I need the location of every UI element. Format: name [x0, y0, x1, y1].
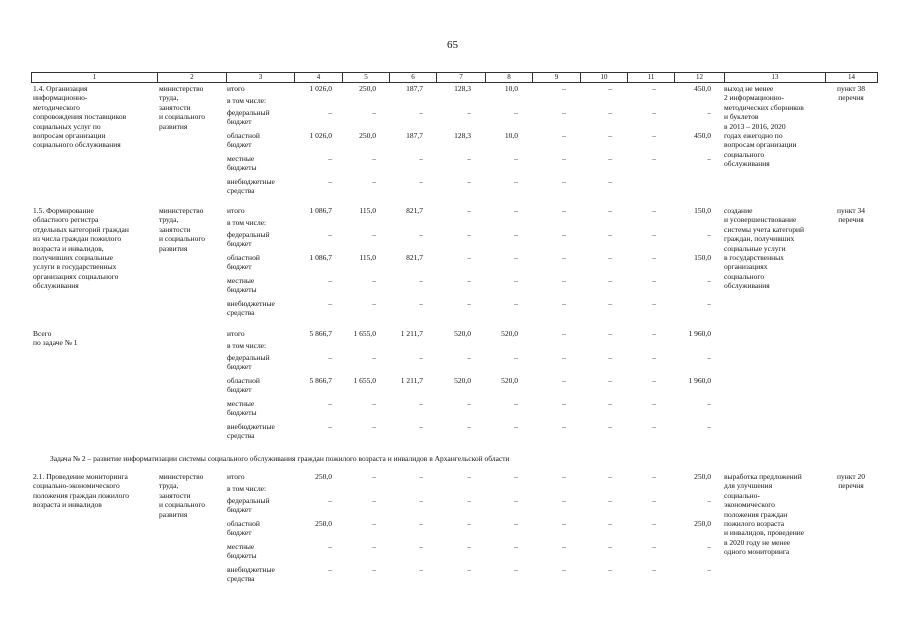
amount-cell: –	[562, 276, 566, 285]
amount-cell: 520,0	[501, 376, 518, 385]
amount-cell: –	[562, 84, 566, 93]
amount-cell: –	[608, 108, 612, 117]
amount-cell: –	[514, 472, 518, 481]
amount-cell: –	[652, 399, 656, 408]
amount-cell: –	[328, 177, 332, 186]
amount-cell: –	[467, 154, 471, 163]
amount-cell: –	[419, 496, 423, 505]
amount-cell: 10,0	[504, 84, 518, 93]
amount-cell: –	[608, 131, 612, 140]
amount-cell: 115,0	[359, 253, 376, 262]
amount-cell: –	[707, 399, 711, 408]
amount-cell: –	[652, 108, 656, 117]
amount-cell: –	[562, 131, 566, 140]
funding-source-label: федеральный бюджет	[227, 353, 270, 372]
expected-result: выработка предложений для улучшения социально- экономического положения граждан пожилого возраста и инвалидов, проведение в 2020 году не менее одного мониторинга	[724, 472, 805, 556]
amount-cell: –	[652, 154, 656, 163]
amount-cell: –	[419, 399, 423, 408]
amount-cell: –	[652, 542, 656, 551]
amount-cell: –	[652, 422, 656, 431]
amount-cell: –	[514, 565, 518, 574]
amount-cell: –	[608, 276, 612, 285]
amount-cell: 187,7	[406, 131, 423, 140]
header-col-3: 3	[226, 73, 294, 82]
amount-cell: –	[562, 108, 566, 117]
amount-cell: –	[419, 422, 423, 431]
amount-cell: –	[467, 253, 471, 262]
amount-cell: –	[608, 542, 612, 551]
funding-source-label: в том числе:	[227, 218, 267, 227]
amount-cell: –	[419, 108, 423, 117]
header-col-7: 7	[436, 73, 485, 82]
amount-cell: –	[372, 496, 376, 505]
amount-cell: –	[707, 565, 711, 574]
amount-cell: –	[652, 276, 656, 285]
amount-cell: 5 866,7	[309, 376, 332, 385]
amount-cell: 1 960,0	[688, 329, 711, 338]
amount-cell: –	[372, 276, 376, 285]
amount-cell: 250,0	[694, 519, 711, 528]
amount-cell: –	[562, 177, 566, 186]
amount-cell: –	[328, 399, 332, 408]
amount-cell: –	[608, 230, 612, 239]
amount-cell: –	[652, 131, 656, 140]
amount-cell: –	[372, 399, 376, 408]
amount-cell: –	[608, 84, 612, 93]
amount-cell: –	[562, 253, 566, 262]
funding-source-label: областной бюджет	[227, 131, 260, 150]
amount-cell: –	[608, 206, 612, 215]
amount-cell: –	[467, 353, 471, 362]
page-number: 65	[447, 39, 458, 51]
funding-source-label: областной бюджет	[227, 376, 260, 395]
list-reference: пункт 38 перечня	[837, 84, 865, 103]
header-col-5: 5	[342, 73, 389, 82]
amount-cell: –	[707, 299, 711, 308]
funding-source-label: федеральный бюджет	[227, 496, 270, 515]
header-col-10: 10	[580, 73, 627, 82]
header-col-8: 8	[485, 73, 532, 82]
amount-cell: –	[372, 472, 376, 481]
amount-cell: –	[707, 108, 711, 117]
amount-cell: –	[562, 154, 566, 163]
amount-cell: –	[652, 253, 656, 262]
amount-cell: –	[514, 542, 518, 551]
executor: министерство труда, занятости и социального развития	[159, 472, 205, 519]
amount-cell: –	[419, 353, 423, 362]
amount-cell: –	[467, 422, 471, 431]
amount-cell: –	[372, 299, 376, 308]
amount-cell: –	[419, 230, 423, 239]
amount-cell: –	[562, 206, 566, 215]
header-col-6: 6	[389, 73, 436, 82]
amount-cell: –	[562, 353, 566, 362]
funding-source-label: в том числе:	[227, 484, 267, 493]
amount-cell: –	[652, 376, 656, 385]
amount-cell: –	[419, 565, 423, 574]
amount-cell: –	[467, 565, 471, 574]
funding-source-label: итого	[227, 329, 245, 338]
header-col-1: 1	[92, 73, 97, 81]
list-reference: пункт 34 перечня	[837, 206, 865, 225]
amount-cell: 250,0	[315, 519, 332, 528]
amount-cell: –	[514, 399, 518, 408]
amount-cell: –	[328, 154, 332, 163]
amount-cell: –	[514, 108, 518, 117]
amount-cell: –	[514, 299, 518, 308]
amount-cell: –	[328, 230, 332, 239]
header-col-11: 11	[627, 73, 674, 82]
amount-cell: 150,0	[694, 206, 711, 215]
amount-cell: 1 086,7	[309, 206, 332, 215]
amount-cell: –	[652, 472, 656, 481]
amount-cell: –	[652, 299, 656, 308]
header-col-13: 13	[724, 73, 825, 82]
amount-cell: –	[608, 472, 612, 481]
task-2-heading: Задача № 2 – развитие информатизации системы социального обслуживания граждан пожилого возраста и инвалидов в Архангельской области	[50, 454, 510, 463]
amount-cell: 1 655,0	[353, 376, 376, 385]
executor: министерство труда, занятости и социального развития	[159, 206, 205, 253]
amount-cell: 520,0	[454, 376, 471, 385]
funding-source-label: областной бюджет	[227, 253, 260, 272]
amount-cell: –	[372, 230, 376, 239]
amount-cell: –	[467, 399, 471, 408]
header-col-14: 14	[825, 73, 877, 82]
amount-cell: –	[467, 472, 471, 481]
executor: министерство труда, занятости и социального развития	[159, 84, 205, 131]
measure-name: Всего по задаче № 1	[33, 329, 78, 348]
amount-cell: –	[562, 565, 566, 574]
amount-cell: –	[608, 496, 612, 505]
amount-cell: 520,0	[501, 329, 518, 338]
amount-cell: –	[328, 108, 332, 117]
amount-cell: –	[608, 519, 612, 528]
amount-cell: –	[562, 329, 566, 338]
amount-cell: –	[328, 299, 332, 308]
amount-cell: –	[328, 496, 332, 505]
amount-cell: –	[707, 353, 711, 362]
amount-cell: –	[419, 519, 423, 528]
header-col-4: 4	[294, 73, 342, 82]
amount-cell: –	[608, 253, 612, 262]
amount-cell: –	[419, 154, 423, 163]
amount-cell: –	[562, 299, 566, 308]
amount-cell: –	[514, 230, 518, 239]
amount-cell: 450,0	[694, 131, 711, 140]
amount-cell: –	[608, 422, 612, 431]
funding-source-label: внебюджетные средства	[227, 177, 275, 196]
amount-cell: –	[514, 177, 518, 186]
amount-cell: –	[652, 206, 656, 215]
amount-cell: –	[467, 496, 471, 505]
amount-cell: 1 655,0	[353, 329, 376, 338]
amount-cell: 10,0	[504, 131, 518, 140]
amount-cell: –	[467, 206, 471, 215]
amount-cell: –	[652, 519, 656, 528]
amount-cell: –	[652, 496, 656, 505]
amount-cell: –	[707, 276, 711, 285]
amount-cell: –	[514, 206, 518, 215]
funding-source-label: местные бюджеты	[227, 154, 257, 173]
funding-source-label: внебюджетные средства	[227, 422, 275, 441]
amount-cell: –	[652, 84, 656, 93]
amount-cell: 520,0	[454, 329, 471, 338]
amount-cell: –	[328, 353, 332, 362]
amount-cell: –	[707, 422, 711, 431]
amount-cell: –	[562, 230, 566, 239]
expected-result: создание и усовершенствование системы учета категорий граждан, получивших социальные услуги в государственных организациях социального обслуживания	[724, 206, 805, 290]
amount-cell: –	[328, 565, 332, 574]
amount-cell: –	[514, 154, 518, 163]
amount-cell: –	[562, 472, 566, 481]
funding-source-label: итого	[227, 206, 245, 215]
amount-cell: –	[707, 154, 711, 163]
header-col-9: 9	[532, 73, 580, 82]
amount-cell: –	[419, 177, 423, 186]
amount-cell: –	[419, 276, 423, 285]
funding-source-label: федеральный бюджет	[227, 230, 270, 249]
amount-cell: –	[608, 399, 612, 408]
amount-cell: 1 026,0	[309, 131, 332, 140]
measure-name: 2.1. Проведение мониторинга социально-экономического положения граждан пожилого возраста и инвалидов	[33, 472, 130, 510]
amount-cell: 1 211,7	[400, 376, 423, 385]
amount-cell: –	[372, 422, 376, 431]
amount-cell: 115,0	[359, 206, 376, 215]
funding-source-label: в том числе:	[227, 341, 267, 350]
amount-cell: 821,7	[406, 206, 423, 215]
funding-source-label: местные бюджеты	[227, 399, 257, 418]
amount-cell: –	[467, 276, 471, 285]
amount-cell: –	[467, 177, 471, 186]
amount-cell: –	[608, 329, 612, 338]
amount-cell: –	[419, 472, 423, 481]
amount-cell: –	[652, 353, 656, 362]
amount-cell: –	[707, 496, 711, 505]
amount-cell: 187,7	[406, 84, 423, 93]
amount-cell: –	[372, 542, 376, 551]
amount-cell: –	[467, 108, 471, 117]
list-reference: пункт 20 перечня	[837, 472, 865, 491]
amount-cell: –	[372, 565, 376, 574]
amount-cell: –	[467, 230, 471, 239]
amount-cell: 128,3	[454, 84, 471, 93]
amount-cell: –	[562, 519, 566, 528]
amount-cell: –	[467, 542, 471, 551]
amount-cell: 250,0	[359, 84, 376, 93]
amount-cell: –	[514, 253, 518, 262]
amount-cell: –	[419, 299, 423, 308]
amount-cell: –	[562, 376, 566, 385]
amount-cell: –	[562, 542, 566, 551]
amount-cell: 821,7	[406, 253, 423, 262]
amount-cell: –	[652, 230, 656, 239]
amount-cell: 450,0	[694, 84, 711, 93]
amount-cell: –	[608, 353, 612, 362]
amount-cell: –	[372, 519, 376, 528]
amount-cell: –	[372, 177, 376, 186]
amount-cell: –	[652, 329, 656, 338]
funding-source-label: итого	[227, 84, 245, 93]
amount-cell: –	[419, 542, 423, 551]
amount-cell: 250,0	[359, 131, 376, 140]
header-col-2: 2	[157, 73, 226, 82]
funding-source-label: федеральный бюджет	[227, 108, 270, 127]
amount-cell: –	[608, 299, 612, 308]
amount-cell: 1 026,0	[309, 84, 332, 93]
expected-result: выход не менее 2 информационно- методических сборников и буклетов в 2013 – 2016, 2020 годах ежегодно по вопросам организации социального обслуживания	[724, 84, 804, 168]
measure-name: 1.5. Формирование областного регистра отдельных категорий граждан из числа граждан пожилого возраста и инвалидов, получивших социальные услуги в государственных организациях социального обслуживания	[33, 206, 129, 290]
amount-cell: –	[514, 422, 518, 431]
amount-cell: –	[608, 565, 612, 574]
amount-cell: –	[328, 276, 332, 285]
funding-source-label: местные бюджеты	[227, 276, 257, 295]
amount-cell: –	[514, 276, 518, 285]
amount-cell: –	[467, 519, 471, 528]
amount-cell: –	[562, 422, 566, 431]
amount-cell: –	[652, 565, 656, 574]
funding-source-label: внебюджетные средства	[227, 565, 275, 584]
amount-cell: –	[372, 353, 376, 362]
amount-cell: –	[707, 542, 711, 551]
amount-cell: –	[562, 399, 566, 408]
amount-cell: –	[514, 519, 518, 528]
amount-cell: 1 086,7	[309, 253, 332, 262]
amount-cell: –	[707, 230, 711, 239]
amount-cell: 1 960,0	[688, 376, 711, 385]
amount-cell: 1 211,7	[400, 329, 423, 338]
amount-cell: –	[372, 154, 376, 163]
measure-name: 1.4. Организация информационно- методического сопровождения поставщиков социальных услуг по вопросам организации социального обслуживания	[33, 84, 127, 150]
header-col-12: 12	[674, 73, 724, 82]
funding-source-label: областной бюджет	[227, 519, 260, 538]
amount-cell: –	[328, 542, 332, 551]
amount-cell: –	[328, 422, 332, 431]
amount-cell: –	[608, 177, 612, 186]
funding-source-label: внебюджетные средства	[227, 299, 275, 318]
amount-cell: –	[608, 154, 612, 163]
amount-cell: 5 866,7	[309, 329, 332, 338]
amount-cell: 250,0	[315, 472, 332, 481]
amount-cell: 128,3	[454, 131, 471, 140]
amount-cell: 250,0	[694, 472, 711, 481]
table-header	[31, 72, 878, 83]
funding-source-label: итого	[227, 472, 245, 481]
funding-source-label: местные бюджеты	[227, 542, 257, 561]
amount-cell: –	[608, 376, 612, 385]
funding-source-label: в том числе:	[227, 96, 267, 105]
amount-cell: –	[514, 496, 518, 505]
amount-cell: –	[372, 108, 376, 117]
amount-cell: 150,0	[694, 253, 711, 262]
amount-cell: –	[562, 496, 566, 505]
amount-cell: –	[514, 353, 518, 362]
amount-cell: –	[467, 299, 471, 308]
